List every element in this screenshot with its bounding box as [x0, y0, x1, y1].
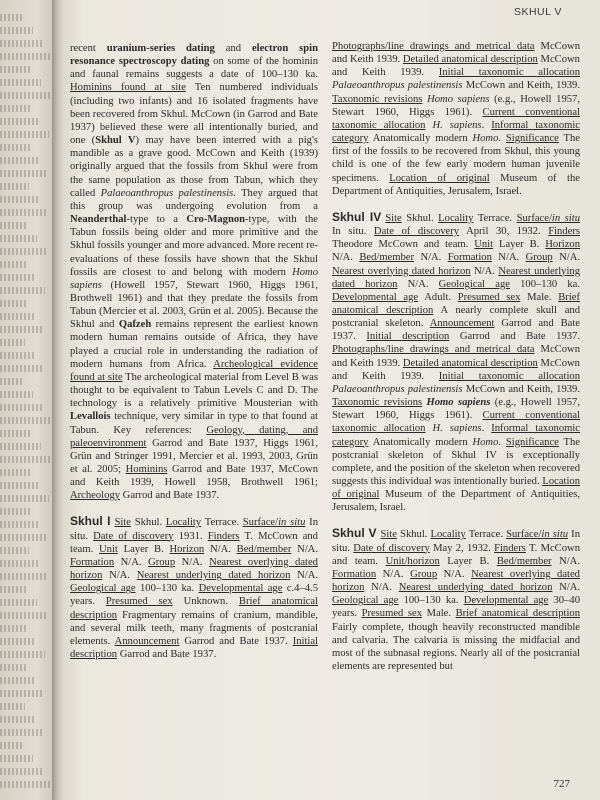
body-text: N/A.: [364, 582, 399, 594]
body-text: N/A.: [175, 556, 210, 568]
edge-text-fragment: [0, 612, 46, 619]
edge-text-fragment: [0, 729, 43, 736]
field-label: Site: [114, 517, 131, 529]
body-text: Garrod and Bate 1937.: [179, 635, 293, 647]
field-label: Finders: [548, 226, 580, 238]
field-label: Unit: [474, 239, 494, 251]
field-label: Presumed sex: [361, 608, 423, 620]
edge-text-fragment: [0, 105, 31, 112]
field-label: Hominins found at site: [70, 82, 186, 94]
edge-text-fragment: [0, 781, 51, 788]
field-label: Geological age: [70, 583, 136, 595]
body-text: and: [214, 43, 252, 54]
field-label: Photographs/line drawings and metrical data: [332, 344, 535, 356]
field-label: Informal taxonomic category: [332, 423, 580, 448]
edge-text-fragment: [0, 144, 30, 151]
field-label: Detailed anatomical description: [402, 357, 538, 369]
edge-text-fragment: [0, 625, 27, 632]
field-label: Announcement: [429, 318, 495, 330]
field-label: in situ: [278, 517, 306, 529]
body-text: Male.: [422, 608, 456, 620]
body-text: (e.g., Howell 1957, Stewart 1960, Higgs 1961).: [332, 93, 580, 118]
field-label: in situ: [541, 529, 569, 541]
body-text: McCown and Keith 1939.: [332, 357, 580, 382]
body-text: remains represent the earliest known modern human remains outside of Africa, they have played a crucial role in understanding the radiation of modern humans from Africa.: [70, 319, 318, 370]
body-text: Homo sapiens: [427, 93, 490, 105]
edge-text-fragment: [0, 14, 24, 21]
field-label: Location of original: [389, 172, 490, 184]
body-text: The postcranial skeleton of Skhul IV is exceptionally complete, and the position of the skeleton when recovered suggests this individual was intentionally buried.: [332, 436, 580, 487]
edge-text-fragment: [0, 755, 33, 762]
field-label: Nearest underlying dated horizon: [332, 265, 580, 290]
edge-text-fragment: [0, 196, 38, 203]
body-text: Palaeoanthropus palestinensis: [332, 383, 463, 395]
body-text: (e.g., Howell 1957, Stewart 1960, Higgs 1961).: [332, 397, 580, 422]
edge-text-fragment: [0, 131, 49, 138]
field-label: Site: [385, 212, 402, 224]
edge-text-fragment: [0, 391, 33, 398]
body-text: . They argued that this group was undergoing evolution from a: [70, 187, 319, 212]
field-label: Locality: [430, 529, 466, 541]
entry-heading: Skhul IV: [332, 209, 382, 224]
body-text: Terrace.: [201, 517, 243, 529]
body-text: Neanderthal: [70, 214, 127, 226]
body-text: N/A.: [114, 556, 149, 568]
body-text: H. sapiens: [432, 423, 482, 435]
field-label: Surface/: [506, 529, 542, 541]
body-text: In situ.: [70, 517, 318, 542]
body-text: .: [481, 119, 492, 131]
body-text: Skhul.: [396, 529, 431, 541]
body-text: technique, very similar in type to that found at Tabun. Key references:: [70, 411, 318, 436]
field-label: Photographs/line drawings and metrical data: [332, 41, 535, 52]
body-text: -type to a: [126, 214, 187, 226]
body-text: In situ.: [332, 529, 580, 554]
body-text: Skhul.: [130, 517, 166, 529]
running-head: SKHUL V: [513, 6, 562, 18]
body-text: N/A.: [332, 252, 360, 264]
body-text: McCown and Keith 1939.: [332, 54, 580, 79]
edge-text-fragment: [0, 573, 47, 580]
body-text: N/A.: [437, 568, 472, 580]
right-text-column: [332, 40, 580, 673]
body-text: Cro-Magnon: [186, 214, 246, 226]
edge-text-fragment: [0, 742, 24, 749]
body-text: .: [498, 133, 506, 145]
edge-text-fragment: [0, 677, 35, 684]
body-text: Fairly complete, though heavily reconstructed mandible and calvaria. The calvaria is missing the midfacial and most of the subnasal regions. Nearly all of the postcranial elements are represented but: [332, 621, 580, 673]
edge-text-fragment: [0, 313, 35, 320]
edge-text-fragment: [0, 586, 28, 593]
edge-text-fragment: [0, 716, 34, 723]
edge-text-fragment: [0, 482, 40, 489]
field-label: Initial description: [70, 635, 318, 661]
body-text: Palaeoanthropus palestinensis: [100, 187, 234, 199]
body-text: A nearly complete skull and postcranial skeleton.: [332, 304, 580, 330]
body-text: -type, with the Tabun fossils being older and more primitive and the Skhul fossils younger and more advanced. More recent re-evaluations of these fossils have shown that the Skhul fossils are closest to and belong with modern: [70, 214, 318, 278]
field-label: Location of original: [332, 476, 580, 501]
edge-text-fragment: [0, 27, 33, 34]
body-text: Qafzeh: [118, 319, 152, 331]
body-text: Homo sapiens: [426, 397, 491, 409]
body-text: (Howell 1957, Stewart 1960, Higgs 1961, Brothwell 1961) and that they predate the fossils from Tabun (Mercier et al. 2003, Grün et al. 2005). Because the Skhul and: [70, 279, 318, 331]
field-label: Initial taxonomic allocation: [438, 67, 580, 79]
edge-text-fragment: [0, 404, 42, 411]
field-label: Finders: [207, 530, 240, 542]
edge-text-fragment: [0, 157, 39, 164]
edge-text-fragment: [0, 443, 41, 450]
field-label: Significance: [505, 133, 559, 145]
field-label: Date of discovery: [93, 530, 174, 542]
body-text: Garrod and Bate 1937.: [120, 490, 220, 502]
skhul-iv-entry: [332, 211, 580, 515]
body-text: electron spin resonance spectroscopy dating: [70, 43, 318, 68]
edge-text-fragment: [0, 261, 27, 268]
edge-text-fragment: [0, 365, 43, 372]
field-label: Formation: [332, 568, 377, 580]
body-text: N/A.: [204, 543, 237, 555]
edge-text-fragment: [0, 300, 26, 307]
field-label: Unit: [99, 543, 118, 555]
edge-text-fragment: [0, 118, 40, 125]
body-text: H. sapiens: [432, 119, 482, 131]
edge-text-fragment: [0, 638, 36, 645]
edge-text-fragment: [0, 560, 38, 567]
field-label: Developmental age: [198, 583, 283, 595]
edge-text-fragment: [0, 66, 32, 73]
field-label: Brief anatomical description: [332, 291, 581, 316]
field-label: Date of discovery: [353, 542, 430, 554]
body-text: N/A.: [102, 570, 137, 582]
body-text: 100–130 ka.: [135, 583, 199, 595]
field-label: Brief anatomical description: [70, 596, 319, 621]
body-text: Adult.: [418, 291, 458, 303]
edge-text-fragment: [0, 53, 51, 60]
body-text: Unknown.: [172, 596, 239, 608]
edge-text-fragment: [0, 703, 25, 710]
body-text: The first of the fossils to be recovered from Skhul, this young child is one of the few early modern human juvenile specimens.: [332, 133, 580, 184]
body-text: Anatomically modern: [368, 436, 473, 448]
field-label: Formation: [447, 252, 492, 264]
field-label: in situ: [551, 212, 580, 224]
body-text: Terrace.: [465, 529, 507, 541]
edge-text-fragment: [0, 547, 29, 554]
field-label: Geology, dating, and paleoenvironment: [70, 424, 318, 449]
edge-text-fragment: [0, 651, 45, 658]
field-label: Group: [525, 252, 553, 264]
body-text: 1931.: [173, 530, 208, 542]
body-text: Anatomically modern: [368, 133, 473, 145]
entry-heading: Skhul I: [70, 514, 111, 529]
right-page: [62, 0, 600, 800]
body-text: N/A.: [552, 582, 580, 594]
field-label: Hominins: [125, 464, 168, 475]
edge-text-fragment: [0, 599, 37, 606]
edge-text-fragment: [0, 378, 24, 385]
body-text: N/A.: [414, 252, 448, 264]
body-text: T. McCown and team.: [332, 542, 580, 567]
body-text: April 30, 1932.: [459, 226, 549, 238]
field-label: Finders: [494, 542, 526, 554]
body-text: N/A.: [552, 252, 580, 264]
edge-text-fragment: [0, 222, 28, 229]
body-text: N/A.: [376, 568, 411, 580]
field-label: Nearest overlying dated horizon: [332, 265, 471, 277]
field-label: Bed/member: [236, 543, 292, 555]
body-text: ) may have been interred with a pig's mandible as a grave good. McCown and Keith (1939) originally argued that the fossils from Skhul were from the same population as those from Tabun, which they called: [70, 135, 318, 199]
body-text: on some of the hominin and faunal remains suggests a date of 100–130 ka.: [70, 56, 318, 81]
edge-text-fragment: [0, 79, 41, 86]
body-text: Museum of the Department of Antiquities, Jerusalem, Israel.: [332, 172, 580, 197]
body-text: N/A.: [290, 570, 318, 582]
body-text: Homo: [472, 133, 499, 145]
body-text: Layer B.: [493, 239, 546, 251]
body-text: 100–130 ka.: [509, 278, 580, 290]
body-text: Levallois: [70, 411, 111, 423]
field-label: Current conventional taxonomic allocation: [332, 410, 581, 435]
body-text: Fragmentary remains of cranium, mandible, and several milk teeth, many fragments of postcranial elements.: [70, 609, 318, 647]
field-label: Group: [148, 556, 176, 568]
body-text: McCown and Keith 1939.: [332, 41, 580, 66]
body-text: c.4–4.5 years.: [70, 583, 319, 608]
edge-text-fragment: [0, 352, 34, 359]
edge-text-fragment: [0, 274, 36, 281]
field-label: Nearest overlying dated horizon: [332, 568, 580, 594]
body-text: Garrod and Bate 1937, Higgs 1961, Grün and Stringer 1991, Mercier et al. 1993, 2003, Grün et al. 2005;: [70, 437, 318, 475]
body-text: Skhul V: [95, 135, 136, 147]
edge-text-fragment: [0, 209, 47, 216]
body-text: uranium-series dating: [106, 43, 215, 54]
field-label: Current conventional taxonomic allocation: [332, 106, 581, 131]
field-label: Horizon: [169, 543, 205, 555]
edge-text-fragment: [0, 495, 49, 502]
page-number: 727: [553, 778, 570, 790]
left-page-edge: [0, 0, 52, 800]
field-label: Group: [410, 568, 438, 580]
body-text: Skhul.: [401, 212, 439, 224]
edge-text-fragment: [0, 534, 48, 541]
edge-text-fragment: [0, 417, 51, 424]
field-label: Date of discovery: [373, 226, 460, 238]
body-text: Layer B.: [117, 543, 170, 555]
field-label: Significance: [505, 436, 559, 448]
field-label: Horizon: [545, 239, 580, 251]
field-label: Unit/horizon: [385, 555, 440, 567]
skhul-v-entry: [332, 527, 580, 673]
field-label: Presumed sex: [457, 291, 521, 303]
body-text: The archeological material from Level B was thought to be equivalent to Tabun Levels C and D. The technology is a relatively primitive Mousterian with: [70, 371, 318, 410]
field-label: Geological age: [438, 278, 510, 290]
field-label: Taxonomic revisions: [332, 93, 423, 105]
edge-text-fragment: [0, 183, 29, 190]
body-text: Layer B.: [439, 555, 497, 567]
edge-text-fragment: [0, 690, 44, 697]
body-text: Ten numbered individuals (including two infants) and 16 isolated fragments have been recovered from Skhul. McCown (in Garrod and Bate 1937) believed these were all intentionally buried, and one (: [70, 82, 318, 147]
edge-text-fragment: [0, 456, 50, 463]
skhul-i-entry: [70, 515, 318, 661]
skhul-i-continued: [332, 40, 580, 198]
entry-heading: Skhul V: [332, 526, 377, 541]
body-text: N/A.: [470, 265, 499, 277]
body-text: Garrod and Bate 1937.: [117, 649, 217, 661]
field-label: Surface/: [242, 517, 279, 529]
field-label: Bed/member: [359, 252, 415, 264]
field-label: Archeology: [70, 490, 121, 502]
edge-text-fragment: [0, 248, 46, 255]
body-text: Homo: [472, 436, 499, 448]
body-text: Homo sapiens: [70, 266, 318, 291]
field-label: Developmental age: [332, 291, 419, 303]
evolution-paragraph: [70, 42, 318, 502]
field-label: Bed/member: [496, 555, 552, 567]
field-label: Taxonomic revisions: [332, 397, 423, 409]
edge-text-fragment: [0, 287, 45, 294]
body-text: Garrod and Bate 1937.: [332, 318, 580, 343]
body-text: Theodore McCown and team.: [332, 239, 475, 251]
field-label: Initial description: [366, 331, 450, 343]
body-text: Garrod and Bate 1937.: [449, 331, 580, 343]
body-text: Male.: [520, 291, 559, 303]
edge-text-fragment: [0, 521, 39, 528]
edge-text-fragment: [0, 326, 44, 333]
field-label: Locality: [165, 517, 202, 529]
field-label: Nearest overlying dated horizon: [70, 556, 318, 582]
edge-text-fragment: [0, 170, 48, 177]
field-label: Informal taxonomic category: [332, 119, 580, 145]
field-label: Developmental age: [463, 595, 549, 607]
edge-text-fragment: [0, 339, 25, 346]
edge-text-fragment: [0, 40, 42, 47]
edge-text-fragment: [0, 768, 42, 775]
field-label: Locality: [438, 212, 474, 224]
edge-text-fragment: [0, 664, 26, 671]
field-label: Brief anatomical description: [455, 608, 580, 620]
field-label: Geological age: [332, 595, 399, 607]
edge-text-fragment: [0, 235, 37, 242]
field-label: Nearest underlying dated horizon: [398, 582, 553, 594]
body-text: In situ.: [332, 226, 374, 238]
body-text: N/A.: [551, 555, 580, 567]
edge-text-fragment: [0, 508, 30, 515]
body-text: McCown and Keith, 1939.: [462, 80, 581, 92]
edge-text-fragment: [0, 430, 32, 437]
body-text: Terrace.: [473, 212, 517, 224]
field-label: Archeological evidence found at site: [70, 358, 318, 383]
body-text: McCown and Keith, 1939.: [462, 383, 581, 395]
body-text: McCown and Keith 1939.: [332, 344, 580, 369]
field-label: Formation: [70, 556, 115, 568]
field-label: Detailed anatomical description: [402, 54, 538, 66]
body-text: Palaeoanthropus palestinensis: [332, 80, 463, 92]
body-text: Garrod and Bate 1937, McCown and Keith 1939, Howell 1958, Brothwell 1961;: [70, 464, 318, 489]
edge-text-fragment: [0, 92, 50, 99]
body-text: 100–130 ka.: [398, 595, 464, 607]
field-label: Announcement: [114, 635, 180, 647]
body-text: May 2, 1932.: [429, 542, 495, 554]
field-label: Surface/: [516, 212, 552, 224]
body-text: Museum of the Department of Antiquities, Jerusalem, Israel.: [332, 489, 580, 514]
field-label: Presumed sex: [105, 596, 173, 608]
body-text: 30–40 years.: [332, 595, 580, 620]
left-text-column: [70, 42, 318, 661]
body-text: N/A.: [491, 252, 526, 264]
body-text: .: [498, 436, 506, 448]
body-text: recent: [70, 43, 107, 54]
field-label: Site: [380, 529, 397, 541]
body-text: .: [481, 423, 492, 435]
edge-text-fragment: [0, 469, 31, 476]
body-text: N/A.: [291, 543, 318, 555]
body-text: T. McCown and team.: [70, 530, 318, 555]
field-label: Nearest underlying dated horizon: [136, 570, 291, 582]
field-label: Initial taxonomic allocation: [438, 370, 580, 382]
body-text: N/A.: [397, 278, 439, 290]
